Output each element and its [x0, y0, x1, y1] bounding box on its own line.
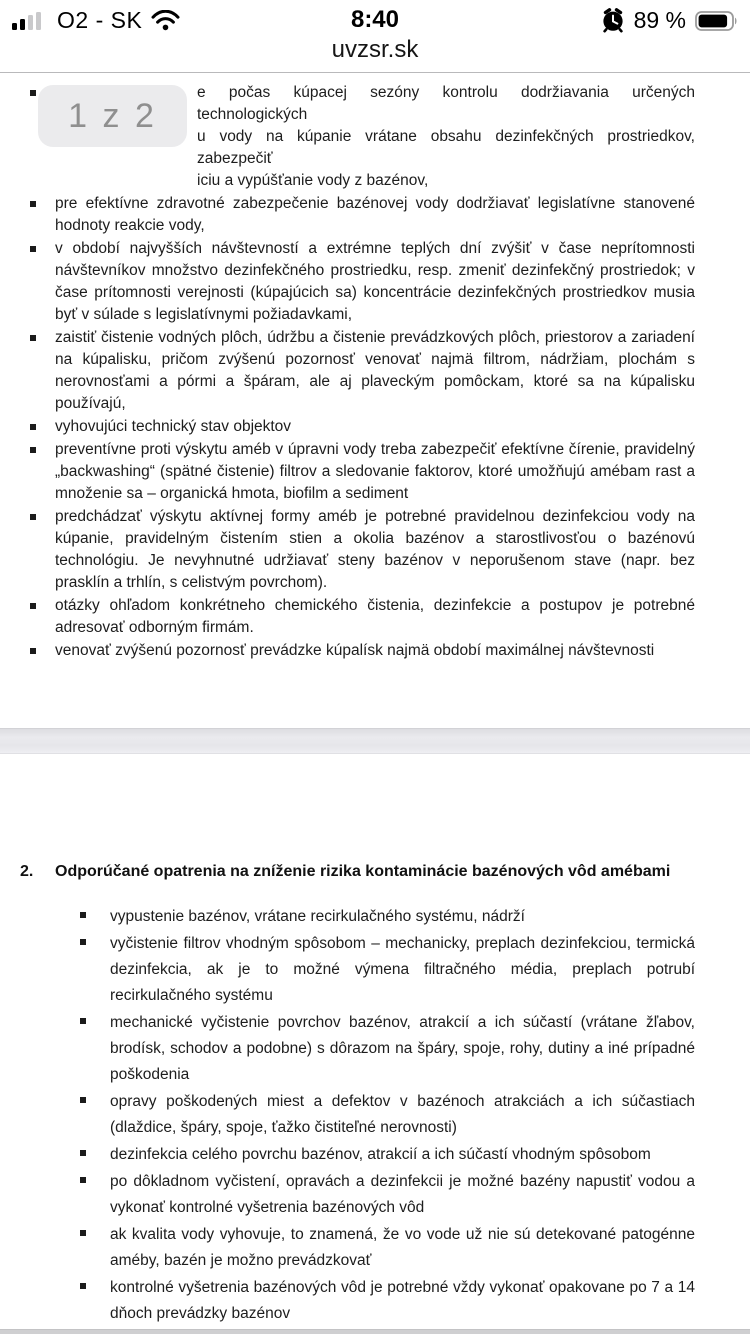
bullet-text: predchádzať výskytu aktívnej formy améb je potrebné pravidelnou dezinfekciou vody na kúpanie, pravidelným čistením stien a okolia bazénov a starostlivosťou o bazénovú technológiu. Je nevyhnutné udržiavať steny bazénov v neporušenom stave (napr. bez prasklín a trhlín, s celistvým povrchom). — [55, 508, 695, 591]
bullet-text: venovať zvýšenú pozornosť prevádzke kúpalísk najmä období maximálnej návštevnosti — [55, 642, 655, 659]
bullet-text: otázky ohľadom konkrétneho chemického čistenia, dezinfekcie a postupov je potrebné adresovať odborným firmám. — [55, 597, 695, 636]
section-title: Odporúčané opatrenia na zníženie rizika kontaminácie bazénových vôd amébami — [55, 863, 671, 880]
bullet-square-icon — [30, 648, 36, 654]
list-item — [30, 595, 695, 639]
list-item — [30, 506, 695, 594]
bullet-text: ak kvalita vody vyhovuje, to znamená, že vo vode už nie sú detekované patogénne améby, bazén je možno prevádzkovať — [110, 1226, 695, 1269]
marker-cell — [30, 416, 55, 438]
page2-bullet-list — [80, 904, 695, 1328]
bullet-square-icon — [30, 90, 36, 96]
marker-cell — [80, 1010, 110, 1088]
bullet-square-icon — [80, 1230, 86, 1236]
page-indicator-badge — [38, 85, 187, 147]
list-item — [80, 1010, 695, 1088]
bullet-text: mechanické vyčistenie povrchov bazénov, atrakcií a ich súčastí (vrátane žľabov, brodísk, schodov a podobne) s dôrazom na špáry, spoje, rohy, dutiny a iné prípadné poškodenia — [110, 1014, 695, 1083]
marker-cell — [30, 506, 55, 594]
bullet-text: vyhovujúci technický stav objektov — [55, 418, 292, 435]
bullet-text: vyčistenie filtrov vhodným spôsobom – mechanicky, preplach dezinfekciou, termická dezinfekcia, ak je to možné výmena filtračného média, preplach potrubí recirkulačného systému — [110, 935, 695, 1004]
bullet-square-icon — [80, 1283, 86, 1289]
battery-percent-label: 89 % — [633, 7, 686, 33]
bullet-square-icon — [80, 912, 86, 918]
list-item — [30, 238, 695, 326]
section-number: 2. — [20, 863, 34, 880]
pdf-page-1[interactable] — [0, 73, 750, 728]
status-bar-right — [601, 7, 738, 34]
list-item — [30, 416, 695, 438]
marker-cell — [80, 1222, 110, 1274]
bullet-text: zaistiť čistenie vodných plôch, údržbu a čistenie prevádzkových plôch, priestorov a zariadení na kúpalisku, pričom zvýšenú pozornosť venovať najmä filtrom, nádržiam, plochám s nerovnosťami a pórmi a špáram, ale aj plaveckým pomôckam, ktoré sa na kúpalisku používajú, — [55, 329, 695, 412]
marker-cell — [30, 439, 55, 505]
battery-icon — [695, 11, 738, 31]
list-item — [80, 1275, 695, 1327]
bullet-square-icon — [30, 514, 36, 520]
page-indicator-label: 1 z 2 — [68, 96, 157, 135]
bullet-text: preventívne proti výskytu améb v úpravni vody treba zabezpečiť efektívne čírenie, pravidelný „backwashing“ (spätné čistenie) filtrov a sledovanie faktorov, ktoré umožňujú amébam rast a množenie sa – organická hmota, biofilm a sediment — [55, 441, 695, 502]
pdf-viewport[interactable] — [0, 73, 750, 1334]
bottom-edge-strip — [0, 1329, 750, 1334]
list-item — [30, 640, 695, 662]
bullet-square-icon — [80, 1018, 86, 1024]
list-item — [80, 931, 695, 1009]
marker-cell — [80, 931, 110, 1009]
status-bar — [0, 0, 750, 36]
page-gap-divider — [0, 728, 750, 754]
bullet-square-icon — [30, 424, 36, 430]
marker-cell — [80, 1169, 110, 1221]
bullet-square-icon — [30, 447, 36, 453]
bullet-text: vypustenie bazénov, vrátane recirkulačného systému, nádrží — [110, 908, 525, 925]
bullet-square-icon — [30, 246, 36, 252]
bullet-square-icon — [30, 201, 36, 207]
bullet-square-icon — [30, 603, 36, 609]
carrier-label: O2 - SK — [57, 7, 143, 33]
alarm-clock-icon — [601, 8, 625, 33]
marker-cell — [30, 193, 55, 237]
marker-cell — [80, 1275, 110, 1327]
list-item — [30, 439, 695, 505]
bullet-square-icon — [30, 335, 36, 341]
bullet-text-fragment: e počas kúpacej sezóny kontrolu dodržiavania určených technologických — [197, 84, 695, 123]
marker-cell — [30, 640, 55, 662]
marker-cell — [30, 238, 55, 326]
list-item — [80, 1089, 695, 1141]
bullet-square-icon — [80, 1177, 86, 1183]
address-bar-title[interactable]: uvzsr.sk — [331, 36, 419, 63]
list-item — [30, 327, 695, 415]
list-item — [80, 1142, 695, 1168]
bullet-text: kontrolné vyšetrenia bazénových vôd je potrebné vždy vykonať opakovane po 7 a 14 dňoch prevádzky bazénov — [110, 1279, 695, 1322]
marker-cell — [30, 327, 55, 415]
marker-cell — [80, 1089, 110, 1141]
bullet-text: pre efektívne zdravotné zabezpečenie bazénovej vody dodržiavať legislatívne stanovené hodnoty reakcie vody, — [55, 195, 695, 234]
marker-cell — [30, 595, 55, 639]
page1-bullets — [30, 193, 695, 662]
bullet-text-fragment: iciu a vypúšťanie vody z bazénov, — [197, 172, 429, 189]
page1-bullet-list — [30, 82, 695, 663]
pdf-page-2[interactable] — [0, 754, 750, 1329]
clock-time: 8:40 — [350, 6, 400, 33]
list-item — [80, 1222, 695, 1274]
bullet-square-icon — [80, 1150, 86, 1156]
list-item — [80, 1169, 695, 1221]
bullet-text: dezinfekcia celého povrchu bazénov, atrakcií a ich súčastí vhodným spôsobom — [110, 1146, 651, 1163]
bullet-square-icon — [80, 939, 86, 945]
bullet-text: opravy poškodených miest a defektov v bazénoch atrakciách a ich súčastiach (dlaždice, špáry, spoje, ťažko čistiteľné nerovnosti) — [110, 1093, 695, 1136]
bullet-text-fragment: u vody na kúpanie vrátane obsahu dezinfekčných prostriedkov, zabezpečiť — [197, 128, 695, 167]
bullet-text: v období najvyšších návštevností a extrémne teplých dní zvýšiť v čase neprítomnosti návštevníkov množstvo dezinfekčného prostriedku, resp. zmeniť dezinfekčný prostriedok; v čase prítomnosti verejnosti (kúpajúcich sa) koncentrácie dezinfekčných prostriedkov musia byť v súlade s legislatívnymi požiadavkami, — [55, 240, 695, 323]
bullet-text: po dôkladnom vyčistení, opravách a dezinfekcii je možné bazény napustiť vodou a vykonať kontrolné vyšetrenia bazénových vôd — [110, 1173, 695, 1216]
page2-bullets — [80, 904, 695, 1327]
bullet-square-icon — [80, 1097, 86, 1103]
section-heading — [20, 860, 695, 884]
list-item — [30, 193, 695, 237]
marker-cell — [80, 1142, 110, 1168]
list-item — [80, 904, 695, 930]
marker-cell — [80, 904, 110, 930]
